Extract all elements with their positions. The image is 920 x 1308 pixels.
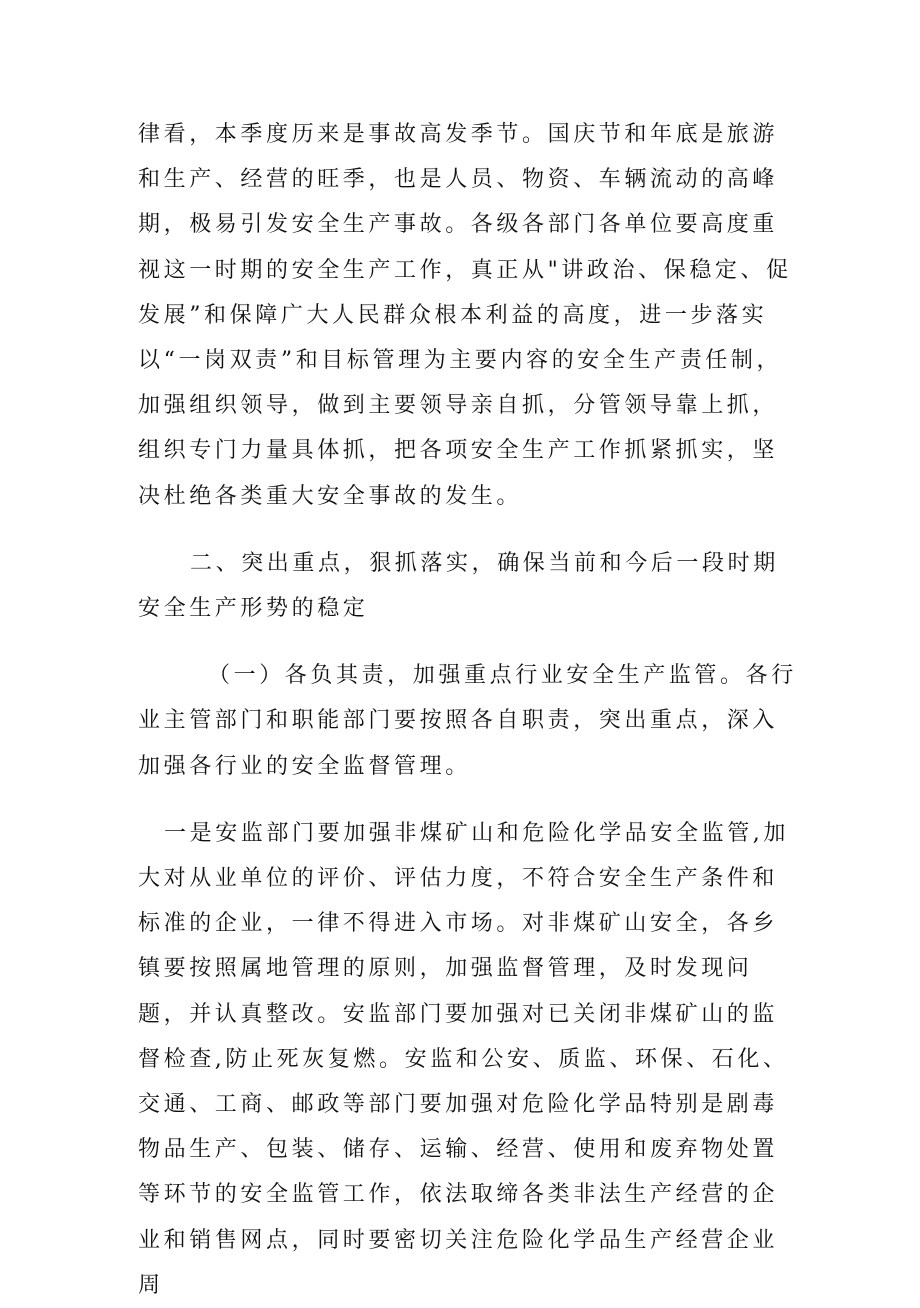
subsection-heading-1: （一）各负其责，加强重点行业安全生产监管。各行业主管部门和职能部门要按照各自职责，突出重点，深入加强各行业的安全监督管理。 xyxy=(138,663,797,779)
section-heading-2: 二、突出重点，狠抓落实，确保当前和今后一段时期安全生产形势的稳定 xyxy=(138,550,779,622)
document-body xyxy=(138,112,798,1308)
paragraph-continuation: 律看，本季度历来是事故高发季节。国庆节和年底是旅游和生产、经营的旺季，也是人员、物资、车辆流动的高峰期，极易引发安全生产事故。各级各部门各单位要高度重视这一时期的安全生产工作，真正从"讲政治、保稳定、促发展”和保障广大人民群众根本利益的高度，进一步落实以“一岗双责”和目标管理为主要内容的安全生产责任制，加强组织领导，做到主要领导亲自抓，分管领导靠上抓，组织专门力量具体抓，把各项安全生产工作抓紧抓实，坚决杜绝各类重大安全事故的发生。 xyxy=(138,122,792,509)
paragraph-item-1: 一是安监部门要加强非煤矿山和危险化学品安全监管,加大对从业单位的评价、评估力度，不符合安全生产条件和标准的企业，一律不得进入市场。对非煤矿山安全，各乡镇要按照属地管理的原则，加强监督管理，及时发现问题，并认真整改。安监部门要加强对已关闭非煤矿山的监督检查,防止死灰复燃。安监和公安、质监、环保、石化、交通、工商、邮政等部门要加强对危险化学品特别是剧毒物品生产、包装、储存、运输、经营、使用和废弃物处置等环节的安全监管工作，依法取缔各类非法生产经营的企业和销售网点，同时要密切关注危险化学品生产经营企业周 xyxy=(138,820,789,1298)
